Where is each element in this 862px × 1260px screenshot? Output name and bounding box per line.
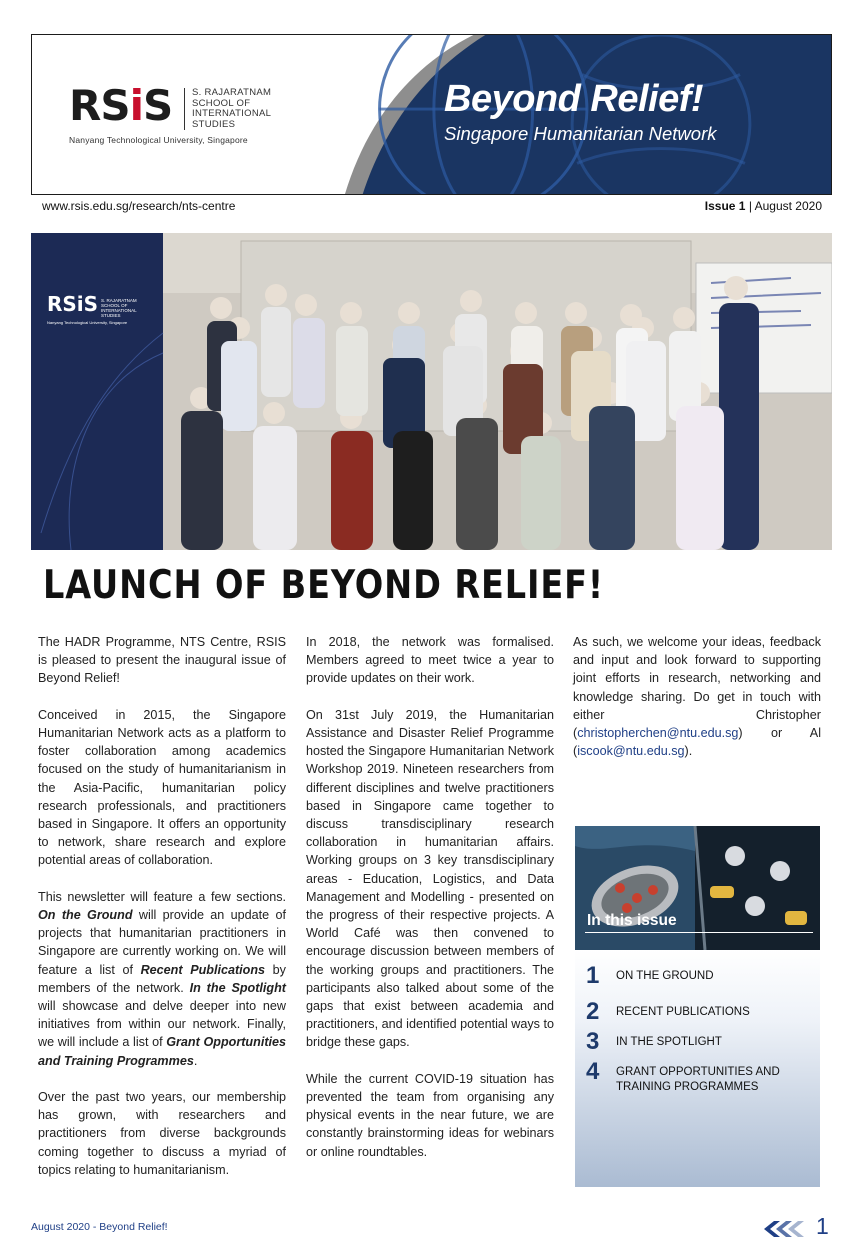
paragraph: Conceived in 2015, the Singapore Humanitarian Network acts as a platform to foster collaboration among academics focused on the study of humanitarianism in the Asia-Pacific, humanitarian policy research professionals, and practitioners based in Singapore. It offers an opportunity to network, share research and explore potential areas of collaboration. [38,707,286,868]
contents-item[interactable] [586,1030,796,1054]
newsletter-title: Beyond Relief! [444,78,704,120]
paragraph: On 31st July 2019, the Humanitarian Assistance and Disaster Relief Programme hosted the Singapore Humanitarian Network Workshop 2019. Nineteen researchers from different disciplines and twelve practitioners based in Singapore came together to discuss transdisciplinary research collaboration in humanitarian affairs. Working groups on 3 key transdisciplinary areas - Education, Logistics, and Data Management and Modelling - presented on the progress of their respective projects. A World Café was then convened to encourage discussion between members of the working groups and practitioners. The participants also talked about some of the gaps that exist between academia and practitioners, and identified potential ways to bridge these gaps. [306,707,554,1050]
contents-item-number: 2 [586,998,600,1025]
photo-banner-word: RSiS [47,292,99,316]
photo-banner-university: Nanyang Technological University, Singapore [47,320,128,325]
email-link-christopher[interactable]: christopherchen@ntu.edu.sg [577,726,739,741]
paragraph: The HADR Programme, NTS Centre, RSIS is pleased to present the inaugural issue of Beyond Relief! [38,635,286,686]
article-column-1 [38,633,286,1197]
contents-item[interactable] [586,1060,796,1095]
section-ref-grant-opportunities: Grant Opportunities and Training Programmes [38,1035,287,1068]
photo-banner-line-2: SCHOOL OF [101,303,128,308]
rsis-logo [32,35,332,194]
contents-item-label: IN THE SPOTLIGHT [616,1036,722,1048]
sidebar-divider [585,932,813,933]
headline: LAUNCH OF BEYOND RELIEF! [43,563,605,608]
article-column-2 [306,633,554,1179]
paragraph: In 2018, the network was formalised. Members agreed to meet twice a year to provide updates on their work. [306,635,554,686]
logo-wordmark: RSiS [69,81,173,130]
in-this-issue-box [575,826,820,1187]
contents-item[interactable] [586,1000,796,1024]
section-ref-in-the-spotlight: In the Spotlight [189,980,287,995]
section-ref-recent-publications: Recent Publications [140,962,266,977]
masthead [31,34,832,195]
contents-item-number: 4 [586,1058,600,1085]
paragraph: Over the past two years, our membership has grown, with researchers and practitioners from diverse backgrounds coming together to discuss a myriad of topics relating to humanitarianism. [38,1090,286,1177]
contents-item-number: 1 [586,962,600,989]
logo-school-name: S. RAJARATNAM SCHOOL OF INTERNATIONAL STUDIES [192,87,272,130]
newsletter-subtitle: Singapore Humanitarian Network [444,123,717,144]
contents-item[interactable] [586,964,796,988]
article-column-3 [573,633,821,779]
website-url[interactable]: www.rsis.edu.sg/research/nts-centre [42,199,236,213]
paragraph: While the current COVID-19 situation has prevented the team from organising any physical events in the near future, we are constantly brainstorming ideas for webinars or online roundtables. [306,1071,554,1159]
issue-info: Issue 1 | August 2020 [704,199,822,213]
photo-banner-line-3: INTERNATIONAL [101,308,137,313]
footer-text: August 2020 - Beyond Relief! [31,1221,168,1233]
page-number: 1 [816,1213,829,1239]
contents-item-label: ON THE GROUND [616,970,714,982]
group-photo [31,233,832,550]
contents-item-label: RECENT PUBLICATIONS [616,1006,750,1018]
logo-university: Nanyang Technological University, Singapore [69,135,248,145]
section-ref-on-the-ground: On the Ground [38,908,133,923]
logo-divider [184,88,185,130]
sidebar-title: In this issue [587,912,677,929]
email-link-al[interactable]: iscook@ntu.edu.sg [577,744,685,759]
contents-item-number: 3 [586,1028,600,1055]
contents-list [575,950,820,1187]
paragraph: As such, we welcome your ideas, feedback and input and look forward to supporting joint efforts in research, networking and knowledge sharing. Do get in touch with either Christopher (christopherchen@ntu.edu.sg) or Al (iscook@ntu.edu.sg). [573,635,821,759]
chevrons-left-icon [762,1219,804,1239]
paragraph: This newsletter will feature a few sections. On the Ground will provide an update of projects that humanitarian practitioners in Singapore are currently working on. We will feature a list of Recent Publications by members of the network. In the Spotlight will showcase and delve deeper into new initiatives from within our network. Finally, we will include a list of Grant Opportunities and Training Programmes. [38,889,287,1068]
photo-banner-line-1: S. RAJARATNAM [101,298,137,303]
photo-banner-line-4: STUDIES [101,313,121,318]
contents-item-label: GRANT OPPORTUNITIES AND TRAINING PROGRAMMES [616,1066,780,1093]
